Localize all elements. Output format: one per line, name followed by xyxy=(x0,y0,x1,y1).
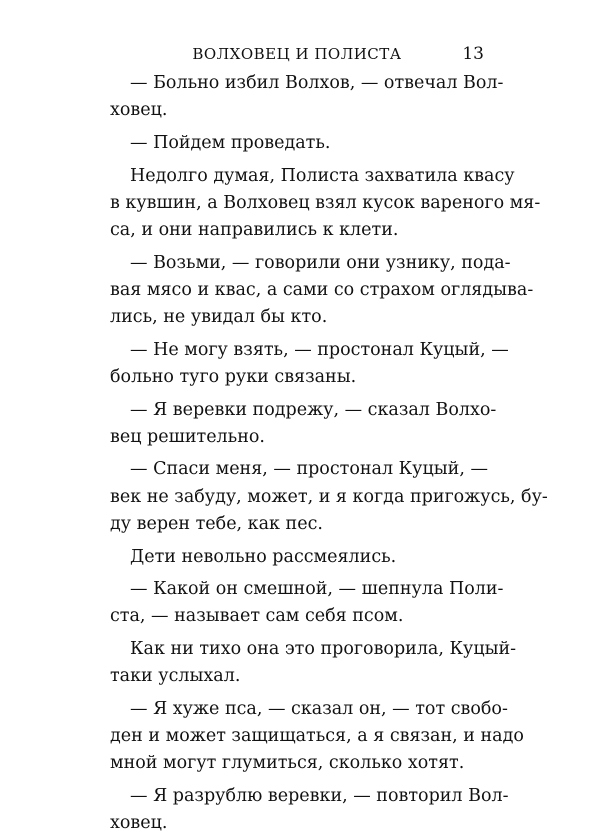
text-line: — Я хуже пса, — сказал он, — тот свобо- xyxy=(130,698,508,719)
paragraph xyxy=(110,397,497,451)
text-line: таки услыхал. xyxy=(110,666,241,687)
text-line: Недолго думая, Полиста захватила квасу xyxy=(130,165,515,186)
text-line: больно туго руки связаны. xyxy=(110,366,357,387)
text-line: — Пойдем проведать. xyxy=(130,132,331,153)
paragraph xyxy=(110,163,541,245)
text-line: Дети невольно рассмеялись. xyxy=(130,546,397,567)
text-line: — Я веревки подрежу, — сказал Волхо- xyxy=(130,399,497,420)
text-line: вая мясо и квас, а сами со страхом оглядыва- xyxy=(110,279,534,300)
paragraph xyxy=(110,337,509,391)
text-line: ду верен тебе, как пес. xyxy=(110,513,323,534)
body-text xyxy=(110,70,548,837)
text-line: — Я разрублю веревки, — повторил Вол- xyxy=(130,786,509,806)
text-line: век не забуду, может, и я когда пригожусь, бу- xyxy=(110,486,548,507)
paragraph xyxy=(110,544,484,571)
text-line: лись, не увидал бы кто. xyxy=(110,307,328,327)
text-line: — Не могу взять, — простонал Куцый, — xyxy=(130,339,509,360)
running-head xyxy=(110,42,484,66)
paragraph xyxy=(110,456,548,538)
text-line: ста, — называет сам себя псом. xyxy=(110,606,404,627)
paragraph xyxy=(110,783,509,837)
paragraph xyxy=(110,70,504,124)
text-line: ховец. xyxy=(110,813,168,834)
text-line: — Какой он смешной, — шепнула Поли- xyxy=(130,579,504,600)
text-line: ден и может защищаться, а я связан, и надо xyxy=(110,726,524,747)
text-line: Как ни тихо она это проговорила, Куцый- xyxy=(130,639,517,660)
paragraph xyxy=(110,250,534,332)
text-line: в кувшин, а Волховец взял кусок вареного мя- xyxy=(110,192,541,213)
paragraph xyxy=(110,130,484,157)
page-number: 13 xyxy=(462,44,484,64)
paragraph xyxy=(110,696,524,778)
text-line: са, и они направились к клети. xyxy=(110,219,399,240)
text-line: — Больно избил Волхов, — отвечал Вол- xyxy=(130,73,504,93)
text-line: мной могут глумиться, сколько хотят. xyxy=(110,753,465,774)
running-title: ВОЛХОВЕЦ И ПОЛИСТА xyxy=(192,45,402,63)
paragraph xyxy=(110,576,504,630)
paragraph xyxy=(110,636,517,690)
text-line: — Спаси меня, — простонал Куцый, — xyxy=(130,459,488,480)
text-line: ховец. xyxy=(110,100,168,121)
text-line: — Возьми, — говорили они узнику, пода- xyxy=(130,252,511,273)
text-line: вец решительно. xyxy=(110,426,265,447)
